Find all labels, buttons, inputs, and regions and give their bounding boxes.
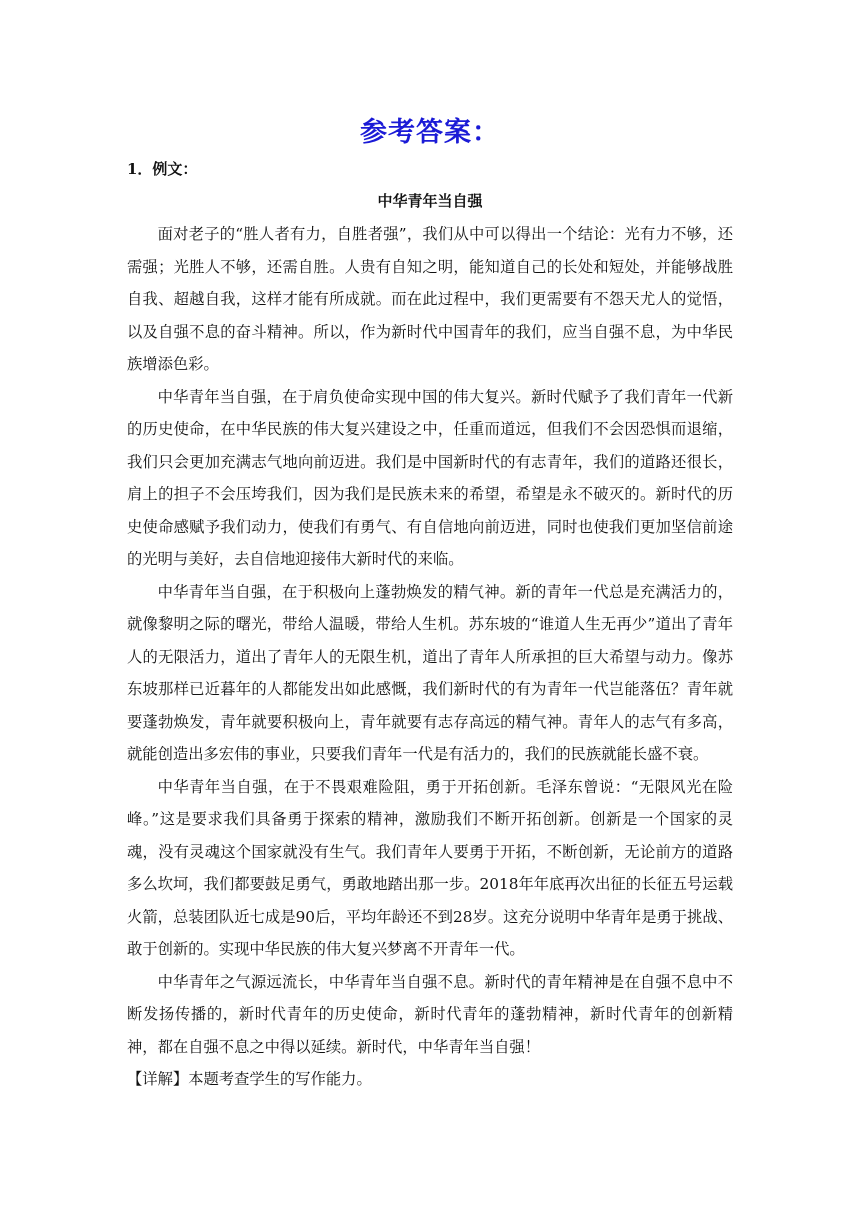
answer-heading: 参考答案： <box>360 117 500 148</box>
essay-paragraph: 中华青年当自强，在于不畏艰难险阻，勇于开拓创新。毛泽东曾说：“无限风光在险峰。”这是要求我们具备勇于探索的精神，激励我们不断开拓创新。创新是一个国家的灵魂，没有灵魂这个国家就没有生气。我们青年人要勇于开拓，不断创新，无论前方的道路多么坎坷，我们都要鼓足勇气，勇敢地踏出那一步。2018年年底再次出征的长征五号运载火箭，总装团队近七成是90后，平均年龄还不到28岁。这充分说明中华青年是勇于挑战、敢于创新的。实现中华民族的伟大复兴梦离不开青年一代。 <box>127 777 733 958</box>
essay-paragraph: 中华青年当自强，在于积极向上蓬勃焕发的精气神。新的青年一代总是充满活力的，就像黎明之际的曙光，带给人温暖，带给人生机。苏东坡的“谁道人生无再少”道出了青年人的无限活力，道出了青年人的无限生机，道出了青年人所承担的巨大希望与动力。像苏东坡那样已近暮年的人都能发出如此感慨，我们新时代的有为青年一代岂能落伍？青年就要蓬勃焕发，青年就要积极向上，青年就要有志存高远的精气神。青年人的志气有多高，就能创造出多宏伟的事业，只要我们青年一代是有活力的，我们的民族就能长盛不衰。 <box>127 582 733 763</box>
essay-body <box>127 218 733 1096</box>
question-number: 1．例文： <box>127 160 198 178</box>
essay-paragraph: 中华青年当自强，在于肩负使命实现中国的伟大复兴。新时代赋予了我们青年一代新的历史使命，在中华民族的伟大复兴建设之中，任重而道远，但我们不会因恐惧而退缩，我们只会更加充满志气地向前迈进。我们是中国新时代的有志青年，我们的道路还很长，肩上的担子不会压垮我们，因为我们是民族未来的希望，希望是永不破灭的。新时代的历史使命感赋予我们动力，使我们有勇气、有自信地向前迈进，同时也使我们更加坚信前途的光明与美好，去自信地迎接伟大新时代的来临。 <box>127 387 733 568</box>
essay-paragraph: 中华青年之气源远流长，中华青年当自强不息。新时代的青年精神是在自强不息中不断发扬传播的，新时代青年的历史使命，新时代青年的蓬勃精神，新时代青年的创新精神，都在自强不息之中得以延续。新时代，中华青年当自强！ <box>127 972 733 1056</box>
detail-explanation: 【详解】本题考查学生的写作能力。 <box>127 1070 372 1088</box>
essay-paragraph: 面对老子的“胜人者有力，自胜者强”，我们从中可以得出一个结论：光有力不够，还需强；光胜人不够，还需自胜。人贵有自知之明，能知道自己的长处和短处，并能够战胜自我、超越自我，这样才能有所成就。而在此过程中，我们更需要有不怨天尤人的觉悟，以及自强不息的奋斗精神。所以，作为新时代中国青年的我们，应当自强不息，为中华民族增添色彩。 <box>127 225 733 373</box>
essay-title: 中华青年当自强 <box>377 192 483 210</box>
